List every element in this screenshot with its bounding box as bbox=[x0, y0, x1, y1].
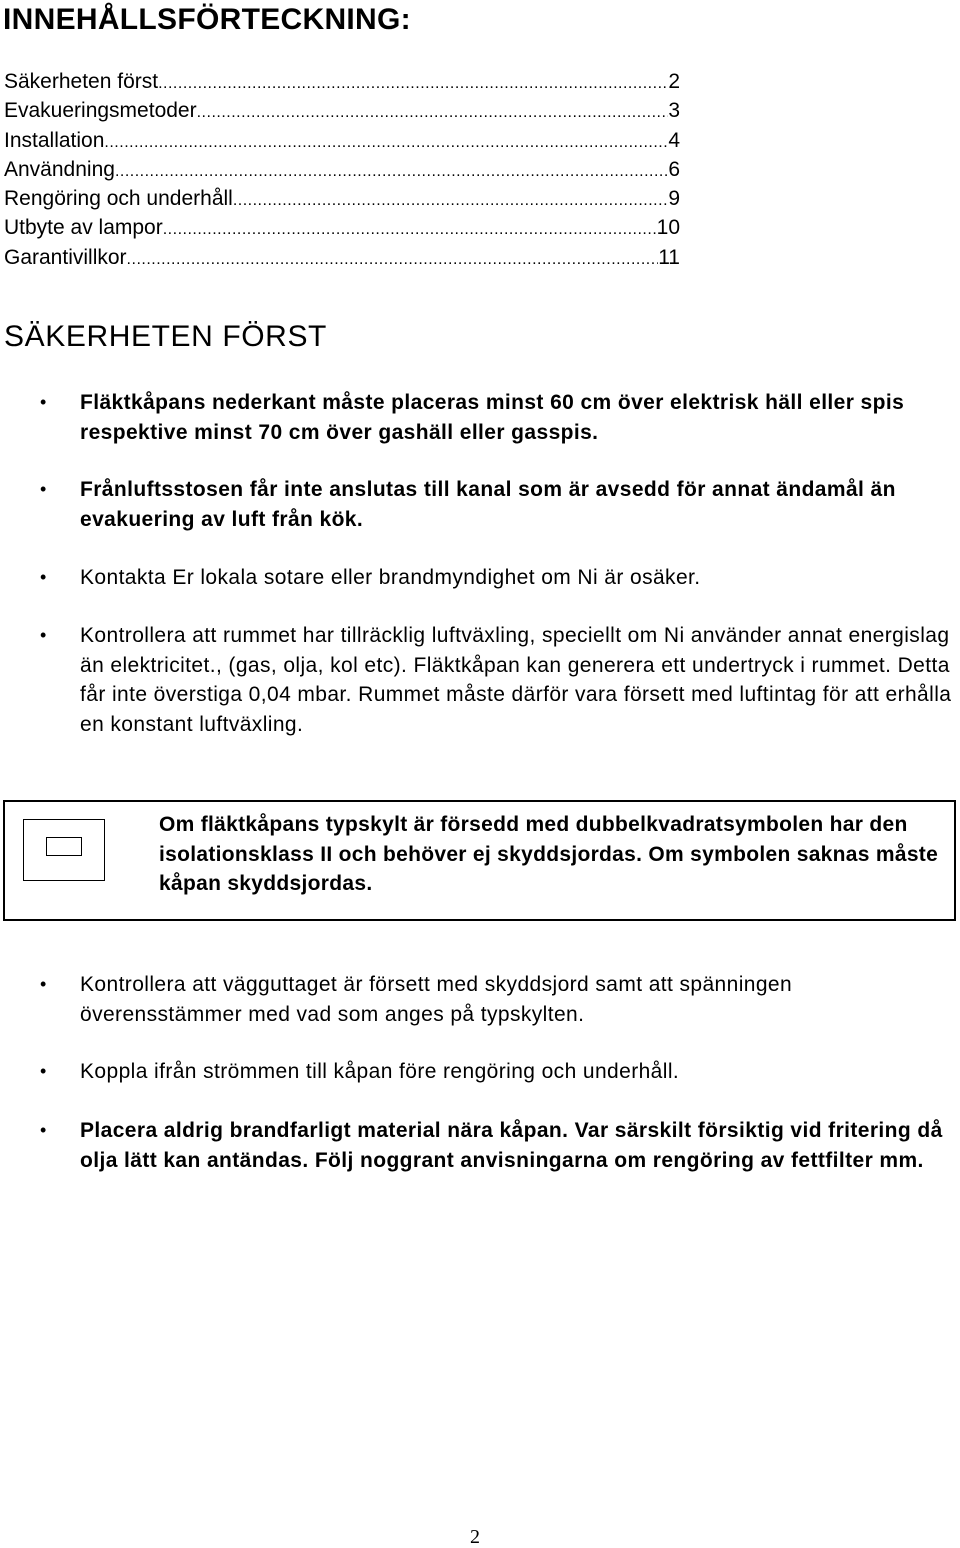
toc-list bbox=[4, 67, 680, 272]
toc-leader-dots bbox=[127, 245, 659, 274]
safety-bullet-text: Fläktkåpans nederkant måste placeras minst 60 cm över elektrisk häll eller spis respektive minst 70 cm över gashäll eller gasspis. bbox=[80, 391, 905, 444]
bullet-icon: • bbox=[40, 974, 47, 994]
toc-entry[interactable] bbox=[4, 213, 680, 242]
toc-entry-label: Installation bbox=[4, 128, 105, 152]
toc-entry[interactable] bbox=[4, 96, 680, 125]
toc-entry[interactable] bbox=[4, 184, 680, 213]
insulation-notice-box bbox=[3, 800, 956, 921]
toc-entry-label: Utbyte av lampor bbox=[4, 216, 163, 240]
toc-leader-dots bbox=[163, 215, 657, 244]
toc-entry-page: 9 bbox=[668, 187, 680, 211]
safety-bullet-text: Koppla ifrån strömmen till kåpan före rengöring och underhåll. bbox=[80, 1060, 680, 1083]
double-square-icon bbox=[23, 819, 105, 881]
toc-title: INNEHÅLLSFÖRTECKNING: bbox=[3, 3, 411, 36]
toc-entry-page: 10 bbox=[656, 216, 680, 240]
toc-entry[interactable] bbox=[4, 126, 680, 155]
toc-entry-label: Användning bbox=[4, 157, 115, 181]
toc-entry-page: 11 bbox=[658, 245, 680, 269]
toc-leader-dots bbox=[233, 186, 668, 215]
toc-entry-label: Evakueringsmetoder bbox=[4, 99, 197, 123]
toc-entry[interactable] bbox=[4, 155, 680, 184]
toc-leader-dots bbox=[158, 69, 668, 98]
bullet-icon: • bbox=[40, 1061, 47, 1081]
safety-bullet-text: Kontrollera att rummet har tillräcklig luftväxling, speciellt om Ni använder annat energislag än elektricitet., (gas, olja, kol etc). Fläktkåpan kan generera ett undertryck i rummet. Detta får inte överstiga 0,04 mbar. Rummet måste därför vara försett med luftintag för att erhålla en konstant luftväxling. bbox=[80, 624, 952, 736]
toc-entry-label: Säkerheten först bbox=[4, 70, 159, 93]
toc-entry-page: 2 bbox=[668, 70, 680, 93]
safety-bullet-text: Kontakta Er lokala sotare eller brandmyndighet om Ni är osäker. bbox=[80, 566, 701, 589]
safety-bullet bbox=[40, 563, 960, 593]
safety-bullet bbox=[40, 1116, 960, 1175]
bullet-icon: • bbox=[40, 625, 47, 645]
safety-bullet bbox=[40, 1057, 960, 1087]
toc-leader-dots bbox=[104, 128, 668, 157]
toc-entry[interactable] bbox=[4, 243, 680, 272]
bullet-icon: • bbox=[40, 1120, 47, 1140]
safety-bullet-text: Kontrollera att vägguttaget är försett med skyddsjord samt att spänningen överensstämmer med vad som anges på typskylten. bbox=[80, 973, 793, 1026]
safety-bullet bbox=[40, 388, 960, 447]
page-number: 2 bbox=[470, 1526, 480, 1548]
toc-entry-page: 3 bbox=[668, 99, 680, 123]
safety-bullet bbox=[40, 621, 960, 739]
safety-bullet-text: Placera aldrig brandfarligt material nära kåpan. Var särskilt försiktig vid fritering då olja lätt kan antändas. Följ noggrant anvisningarna om rengöring av fettfilter mm. bbox=[80, 1119, 943, 1172]
safety-bullet bbox=[40, 475, 960, 534]
toc-entry[interactable] bbox=[4, 67, 680, 96]
toc-entry-page: 4 bbox=[668, 128, 680, 152]
safety-bullet-text: Frånluftsstosen får inte anslutas till kanal som är avsedd för annat ändamål än evakuering av luft från kök. bbox=[80, 478, 896, 531]
toc-entry-label: Rengöring och underhåll bbox=[4, 187, 233, 211]
toc-leader-dots bbox=[197, 98, 669, 127]
bullet-icon: • bbox=[40, 479, 47, 499]
bullet-icon: • bbox=[40, 567, 47, 587]
toc-entry-label: Garantivillkor bbox=[4, 245, 127, 269]
section-title: SÄKERHETEN FÖRST bbox=[4, 320, 327, 353]
safety-bullet bbox=[40, 970, 960, 1029]
insulation-notice-text: Om fläktkåpans typskylt är försedd med dubbelkvadratsymbolen har den isolationsklass II och behöver ej skyddsjordas. Om symbolen saknas måste kåpan skyddsjordas. bbox=[159, 813, 939, 895]
bullet-icon: • bbox=[40, 392, 47, 412]
toc-entry-page: 6 bbox=[668, 157, 680, 181]
toc-leader-dots bbox=[115, 157, 668, 186]
